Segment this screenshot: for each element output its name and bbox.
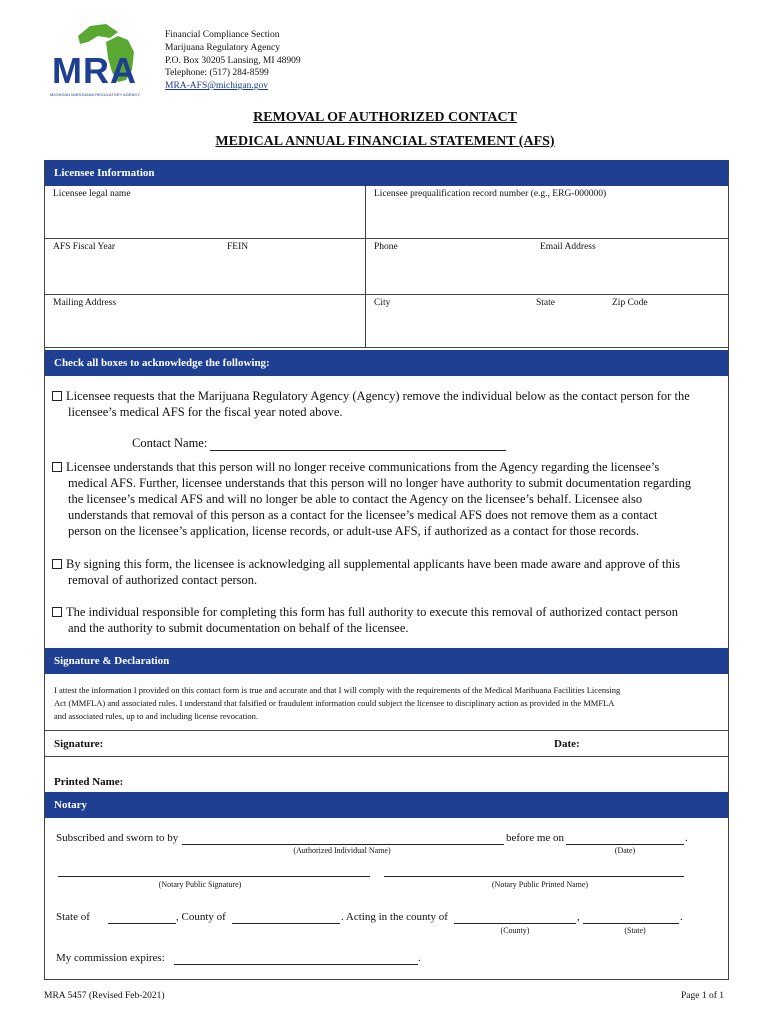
auth-individual-caption: (Authorized Individual Name) [293,846,391,855]
prequal-number-field[interactable] [366,186,729,239]
fein-label: FEIN [227,242,249,252]
declaration-text [54,684,724,723]
mailing-address-field[interactable] [44,295,366,348]
agency-name: Marijuana Regulatory Agency [165,42,281,53]
acting-in-label: . Acting in the county of [341,911,448,923]
agency-address-block [165,29,301,93]
period-1: . [685,832,688,844]
acting-county-input[interactable] [454,912,576,924]
licensee-info-header: Licensee Information [44,160,729,186]
printed-name-input[interactable] [140,772,720,790]
commission-label: My commission expires: [56,952,165,964]
ack-3-line-1: By signing this form, the licensee is acknowledging all supplemental applicants have been made aware and approve of this [66,557,681,571]
section-name: Financial Compliance Section [165,30,280,40]
mra-logo [48,22,160,102]
acknowledge-header: Check all boxes to acknowledge the following: [44,350,729,376]
acting-state-input[interactable] [583,912,679,924]
form-title: REMOVAL OF AUTHORIZED CONTACT [253,110,517,125]
state-caption: (State) [624,926,646,935]
email-label: Email Address [540,242,596,252]
prequal-label: Licensee prequalification record number (e.g., ERG-000000) [374,189,607,199]
printed-name-label: Printed Name: [54,776,124,788]
agency-address: P.O. Box 30205 Lansing, MI 48909 [165,55,301,66]
signature-header: Signature & Declaration [44,648,729,674]
ack-2-line-3: the licensee’s medical AFS and will no longer be able to contact the Agency on the licensee’s behalf. Licensee also [68,492,643,506]
county-of-label: , County of [176,911,226,923]
comma-sep: , [577,911,580,923]
fiscal-year-fein-field[interactable] [44,239,366,295]
contact-name-label: Contact Name: [132,436,208,450]
date-caption: (Date) [614,846,636,855]
notary-printed-caption: (Notary Public Printed Name) [491,880,589,889]
ack-2-line-5: person on the licensee’s application, license records, or adult-use AFS, if authorized as a contact for those records. [68,524,639,538]
agency-telephone: Telephone: (517) 284-8599 [165,68,269,79]
ack-2-line-1: Licensee understands that this person will no longer receive communications from the Agency regarding the licensee’s [66,460,660,474]
logo-text: MRA [52,50,137,91]
ack-3-line-2: removal of authorized contact person. [68,573,258,587]
contact-name-row [132,436,506,451]
signature-label: Signature: [54,738,104,750]
commission-expiry-input[interactable] [174,953,418,965]
notary-printed-name-input[interactable] [384,876,684,877]
city-label: City [374,298,391,308]
declaration-line-2: Act (MMFLA) and associated rules. I understand that falsified or fraudulent information could subject the licensee to disciplinary action as provided in the MMFLA [54,698,615,708]
phone-label: Phone [374,242,398,252]
before-me-label: before me on [506,832,565,844]
period-3: . [418,952,421,964]
authorized-individual-input[interactable] [182,833,504,845]
ack-4-line-2: and the authority to submit documentation on behalf of the licensee. [68,621,409,635]
mailing-label: Mailing Address [53,298,117,308]
declaration-line-3: and associated rules, up to and including license revocation. [54,711,258,721]
state-input[interactable] [108,912,176,924]
state-label: State [536,298,555,308]
notary-signature-input[interactable] [58,876,370,877]
state-of-label: State of [56,911,90,923]
ack-2-line-4: understands that removal of this person as a contact for the licensee’s medical AFS does not remove them as a contact [68,508,658,522]
period-2: . [680,911,683,923]
ack-checkbox-2[interactable] [52,462,62,472]
declaration-line-1: I attest the information I provided on this contact form is true and accurate and that I will comply with the requirements of the Medical Marihuana Facilities Licensing [54,685,621,695]
logo-subtext: MICHIGAN MARIJUANA REGULATORY AGENCY [50,92,140,97]
contact-name-input[interactable] [210,439,506,451]
date-input[interactable] [590,734,720,754]
legal-name-field[interactable] [44,186,366,239]
ack-2-line-2: medical AFS. Further, licensee understands that this person will no longer have authority to submit documentation regarding [68,476,691,490]
agency-email-link[interactable]: MRA-AFS@michigan.gov [165,81,268,92]
divider [44,730,729,731]
divider [44,756,729,757]
signature-input[interactable] [120,734,540,754]
ack-checkbox-4[interactable] [52,607,62,617]
ack-item-3 [52,556,732,588]
ack-item-1 [52,388,732,420]
county-caption: (County) [500,926,530,935]
ack-checkbox-1[interactable] [52,391,62,401]
county-input[interactable] [232,912,340,924]
ack-4-line-1: The individual responsible for completing this form has full authority to execute this removal of authorized contact person [66,605,678,619]
page-number: Page 1 of 1 [680,991,724,1001]
ack-item-2 [52,459,732,539]
fiscal-year-label: AFS Fiscal Year [53,242,116,252]
ack-1-line-1: Licensee requests that the Marijuana Regulatory Agency (Agency) remove the individual below as the contact person for the [66,389,690,403]
subscribed-label: Subscribed and sworn to by [56,832,179,844]
ack-1-line-2: licensee’s medical AFS for the fiscal year noted above. [68,405,343,419]
ack-item-4 [52,604,732,636]
notary-header: Notary [44,792,729,818]
legal-name-label: Licensee legal name [53,189,131,199]
ack-checkbox-3[interactable] [52,559,62,569]
sworn-date-input[interactable] [566,833,684,845]
form-id: MRA 5457 (Revised Feb-2021) [44,991,165,1001]
zip-label: Zip Code [612,298,648,308]
notary-signature-caption: (Notary Public Signature) [158,880,242,889]
date-label: Date: [554,738,580,750]
form-subtitle: MEDICAL ANNUAL FINANCIAL STATEMENT (AFS) [215,134,555,149]
